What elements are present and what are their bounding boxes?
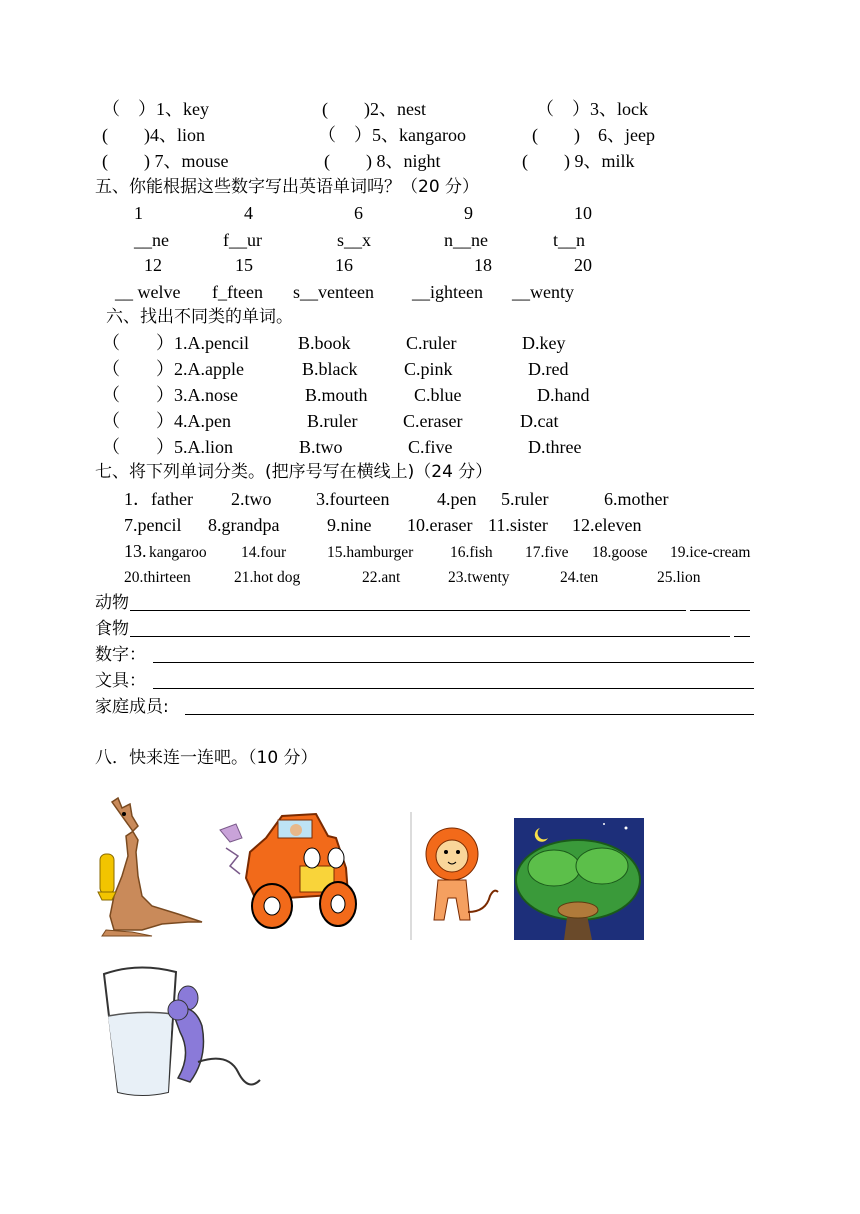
jeep-picture <box>216 808 362 932</box>
word-18: 18.goose <box>592 544 648 561</box>
word-10: 10.eraser <box>407 515 473 535</box>
q6-1-d: D.key <box>522 333 566 353</box>
q4-item-4: ( )4、lion <box>102 125 205 145</box>
label-family: 家庭成员: <box>95 697 169 717</box>
section5-title: 五、你能根据这些数字写出英语单词吗？（20 分） <box>95 177 480 197</box>
q4-item-1: （ ）1、key <box>102 99 209 119</box>
q4-item-6: ( ) 6、jeep <box>532 125 655 145</box>
word-6: 6.mother <box>604 489 669 509</box>
q6-4-c: C.eraser <box>403 411 463 431</box>
label-stationery: 文具： <box>95 671 146 691</box>
word-11: 11.sister <box>488 515 548 535</box>
word-16: 16.fish <box>450 544 493 561</box>
q6-1-a: （ ）1.A.pencil <box>102 333 249 353</box>
label-numbers: 数字： <box>95 645 146 665</box>
answer-line-food[interactable] <box>130 636 730 637</box>
q6-2-d: D.red <box>528 359 569 379</box>
word-four: f__ur <box>223 230 262 250</box>
q4-item-8: ( ) 8、night <box>324 151 441 171</box>
section6-title: 六、找出不同类的单词。 <box>106 307 293 327</box>
q6-1-c: C.ruler <box>406 333 457 353</box>
q6-2-b: B.black <box>302 359 358 379</box>
lion-picture <box>410 812 502 940</box>
q4-item-5: （ ）5、kangaroo <box>318 125 466 145</box>
word-5: 5.ruler <box>501 489 549 509</box>
q6-3-b: B.mouth <box>305 385 368 405</box>
word-fifteen: f_fteen <box>212 282 263 302</box>
answer-line-animals-ext[interactable] <box>690 610 750 611</box>
section7-title: 七、将下列单词分类。(把序号写在横线上)（24 分） <box>95 462 493 482</box>
word-23: 23.twenty <box>448 569 510 586</box>
label-animals: 动物 <box>95 593 129 613</box>
q4-item-2: ( )2、nest <box>322 99 426 119</box>
q6-4-a: （ ）4.A.pen <box>102 411 231 431</box>
word-2: 2.two <box>231 489 272 509</box>
answer-line-family[interactable] <box>185 714 754 715</box>
word-4: 4.pen <box>437 489 477 509</box>
q4-item-3: （ ）3、lock <box>536 99 648 119</box>
q6-5-d: D.three <box>528 437 582 457</box>
word-six: s__x <box>337 230 372 250</box>
word-nine: n__ne <box>444 230 488 250</box>
word-9: 9.nine <box>327 515 372 535</box>
num-12: 12 <box>144 255 162 275</box>
q4-item-9: ( ) 9、milk <box>522 151 635 171</box>
num-10: 10 <box>574 203 592 223</box>
num-6: 6 <box>354 203 363 223</box>
answer-line-numbers[interactable] <box>153 662 754 663</box>
word-24: 24.ten <box>560 569 599 586</box>
q6-2-a: （ ）2.A.apple <box>102 359 244 379</box>
num-4: 4 <box>244 203 253 223</box>
q6-4-b: B.ruler <box>307 411 358 431</box>
word-twenty: __wenty <box>512 282 574 302</box>
num-9: 9 <box>464 203 473 223</box>
word-eighteen: __ighteen <box>412 282 483 302</box>
word-seventeen: s__venteen <box>293 282 374 302</box>
word-25: 25.lion <box>657 569 701 586</box>
word-13: kangaroo <box>149 544 207 561</box>
q6-5-b: B.two <box>299 437 343 457</box>
num-1: 1 <box>134 203 143 223</box>
word-8: 8.grandpa <box>208 515 280 535</box>
label-food: 食物 <box>95 619 129 639</box>
num-15: 15 <box>235 255 253 275</box>
word-twelve: __ welve <box>115 282 181 302</box>
answer-line-animals[interactable] <box>130 610 686 611</box>
word-14: 14.four <box>241 544 287 561</box>
word-3: 3.fourteen <box>316 489 390 509</box>
num-20: 20 <box>574 255 592 275</box>
word-17: 17.five <box>525 544 569 561</box>
word-21: 21.hot dog <box>234 569 301 586</box>
word-13-num: 13. <box>124 541 147 561</box>
num-16: 16 <box>335 255 353 275</box>
num-18: 18 <box>474 255 492 275</box>
q6-3-a: （ ）3.A.nose <box>102 385 238 405</box>
kangaroo-picture <box>92 796 204 938</box>
mouse-milk-picture <box>98 962 262 1100</box>
answer-line-stationery[interactable] <box>153 688 754 689</box>
q6-3-d: D.hand <box>537 385 590 405</box>
q6-4-d: D.cat <box>520 411 559 431</box>
word-one: __ne <box>134 230 169 250</box>
q6-5-c: C.five <box>408 437 453 457</box>
q6-5-a: （ ）5.A.lion <box>102 437 234 457</box>
q6-1-b: B.book <box>298 333 351 353</box>
word-ten: t__n <box>553 230 586 250</box>
word-19: 19.ice-cream <box>670 544 751 561</box>
night-tree-picture <box>514 818 644 940</box>
word-15: 15.hamburger <box>327 544 414 561</box>
section8-title: 八．快来连一连吧。（10 分） <box>95 748 318 768</box>
q4-item-7: ( ) 7、mouse <box>102 151 229 171</box>
answer-line-food-ext[interactable] <box>734 636 750 637</box>
q6-3-c: C.blue <box>414 385 462 405</box>
word-1: 1．father <box>124 489 193 509</box>
word-20: 20.thirteen <box>124 569 191 586</box>
word-12: 12.eleven <box>572 515 642 535</box>
word-22: 22.ant <box>362 569 401 586</box>
word-7: 7.pencil <box>124 515 182 535</box>
q6-2-c: C.pink <box>404 359 453 379</box>
